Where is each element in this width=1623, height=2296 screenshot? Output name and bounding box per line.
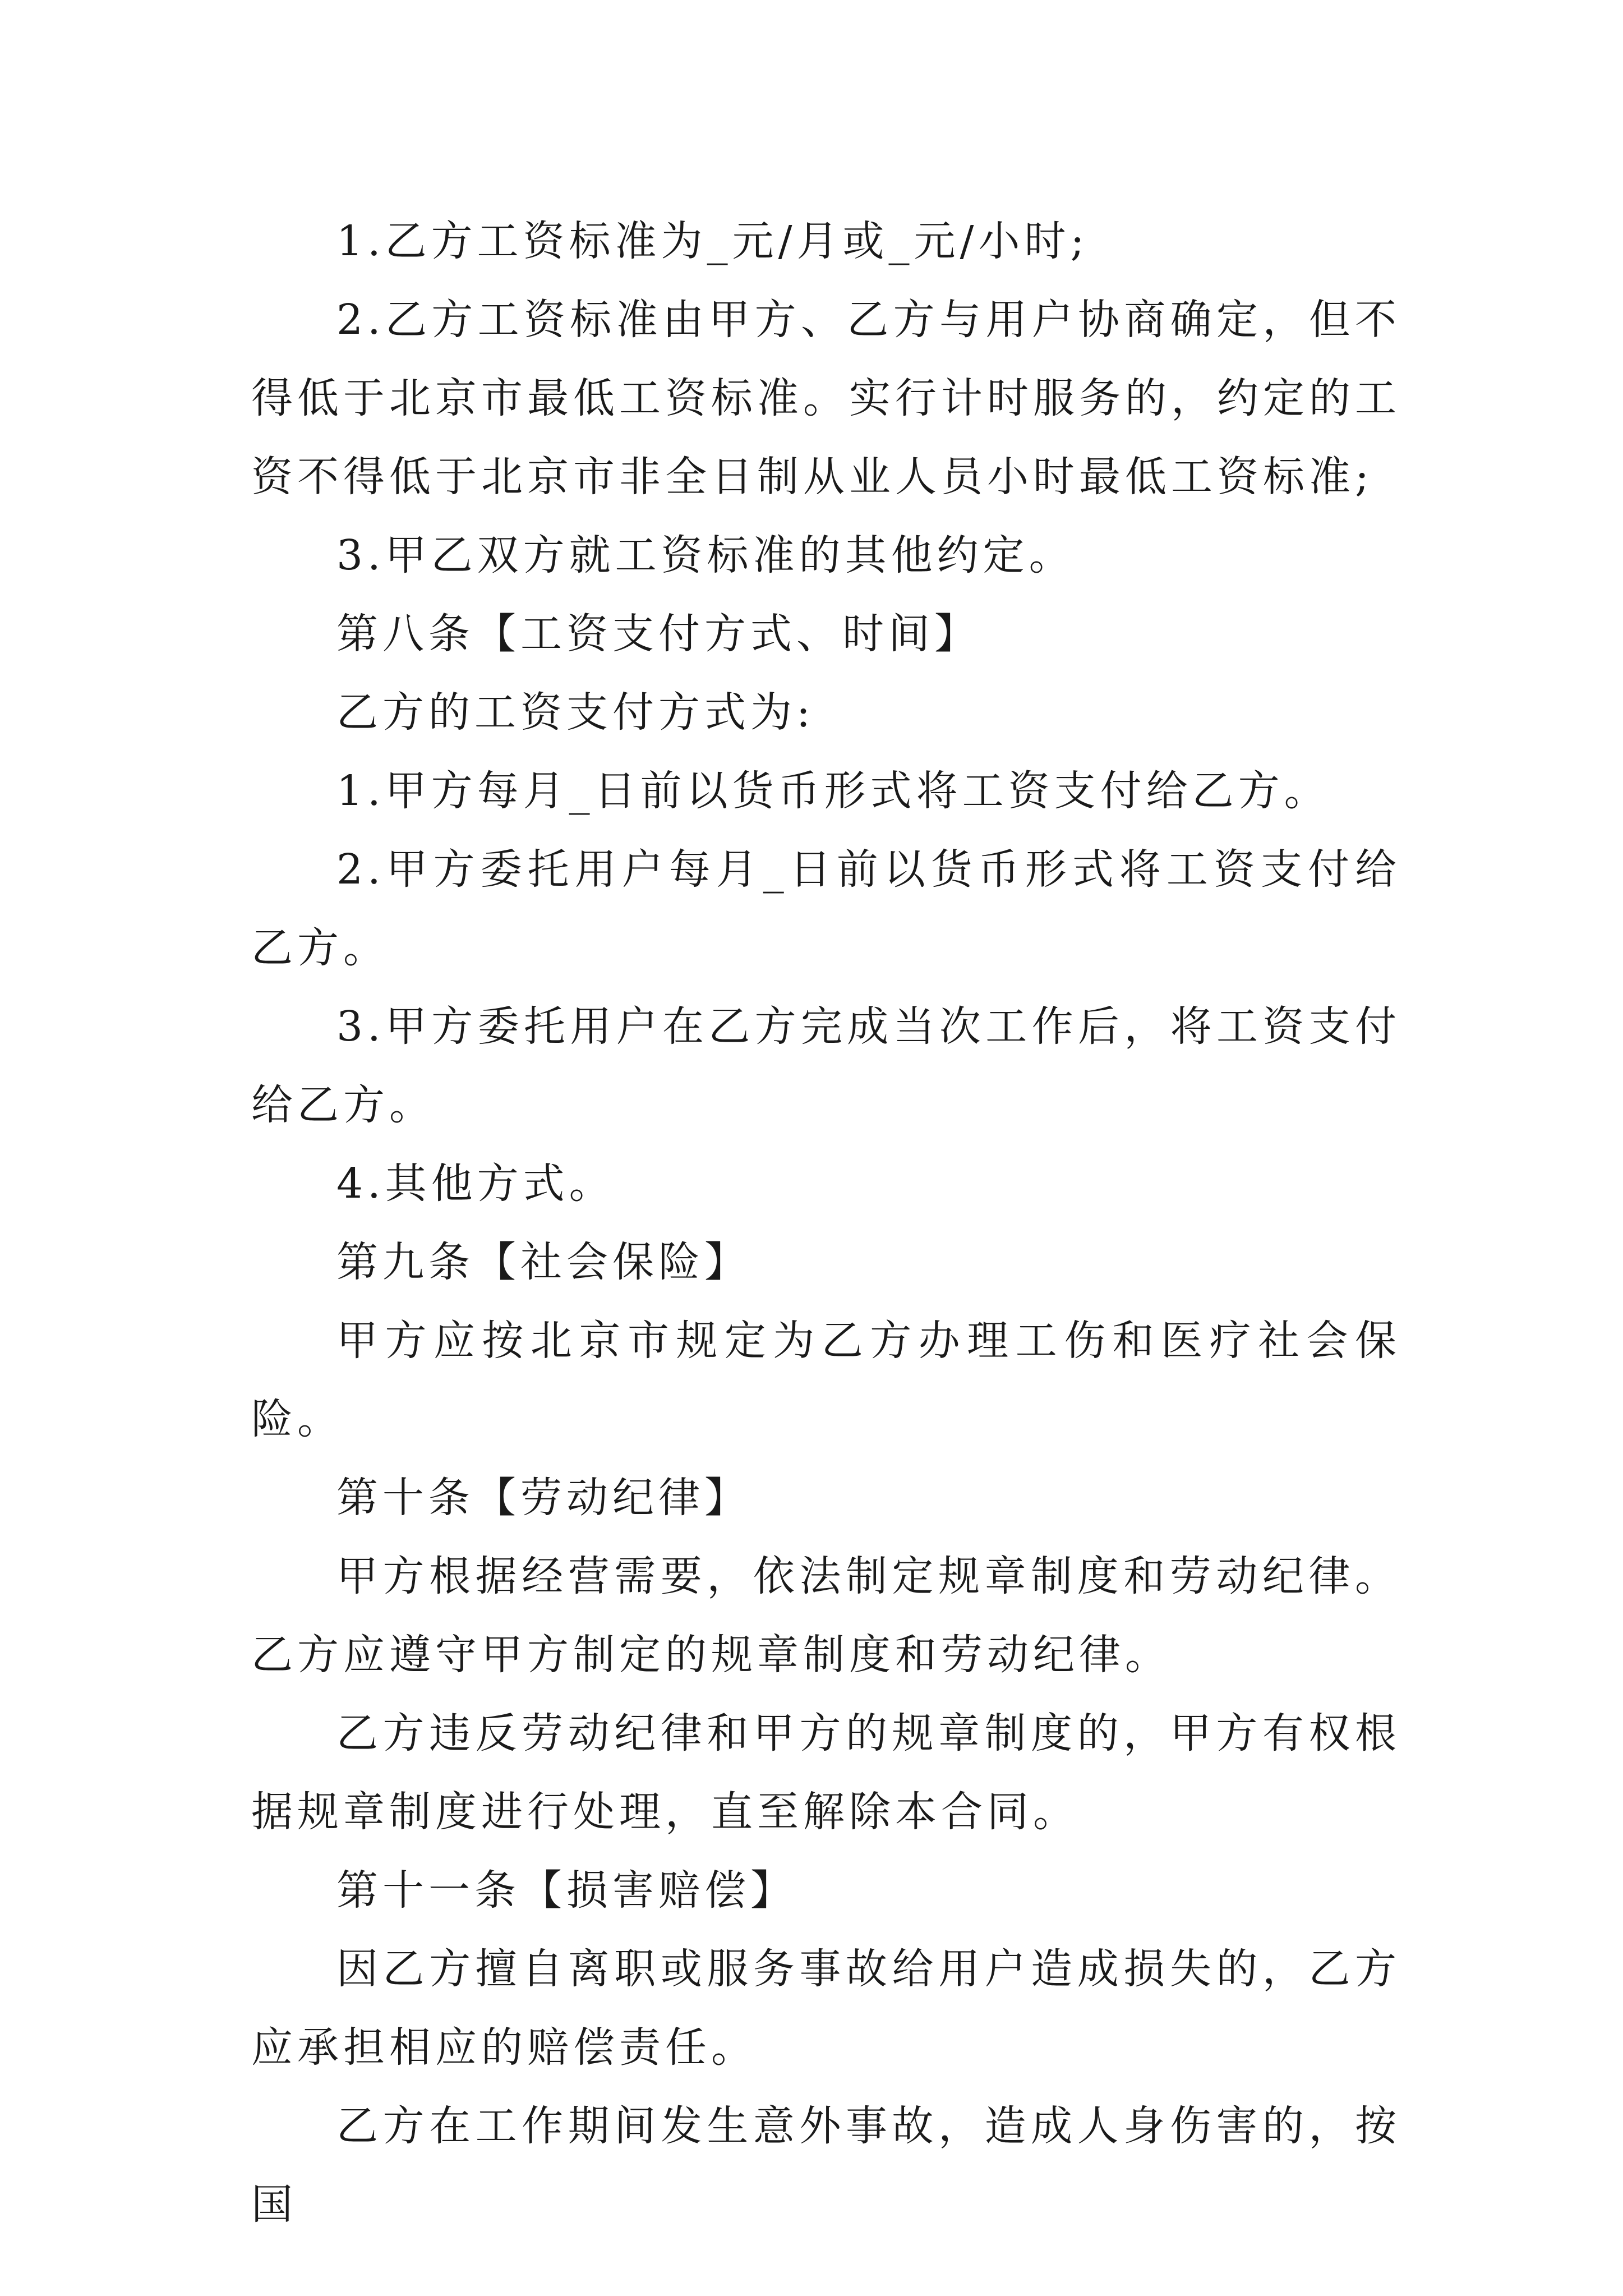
- article-8-intro: 乙方的工资支付方式为:: [336, 688, 815, 737]
- article-10-body-1: 甲方根据经营需要，依法制定规章制度和劳动纪律。乙方应遵守甲方制定的规章制度和劳动纪律。: [251, 1552, 1401, 1679]
- article-11-body-2: 乙方在工作期间发生意外事故，造成人身伤害的，按国: [251, 2102, 1401, 2229]
- wage-standard-item-3: 3.甲乙双方就工资标准的其他约定。: [336, 531, 1075, 579]
- article-11-heading: 第十一条【损害赔偿】: [336, 1866, 796, 1915]
- payment-item-2: 2.甲方委托用户每月_日前以货币形式将工资支付给乙方。: [251, 845, 1401, 972]
- article-11-body-1: 因乙方擅自离职或服务事故给用户造成损失的，乙方应承担相应的赔偿责任。: [251, 1945, 1401, 2072]
- wage-standard-item-2: 2.乙方工资标准由甲方、乙方与用户协商确定，但不得低于北京市最低工资标准。实行计时服务的，约定的工资不得低于北京市非全日制从业人员小时最低工资标准;: [251, 296, 1401, 501]
- article-10-body-2: 乙方违反劳动纪律和甲方的规章制度的，甲方有权根据规章制度进行处理，直至解除本合同。: [251, 1709, 1401, 1836]
- payment-item-1: 1.甲方每月_日前以货币形式将工资支付给乙方。: [336, 767, 1330, 815]
- document-body: [251, 202, 1401, 2244]
- payment-item-3: 3.甲方委托用户在乙方完成当次工作后，将工资支付给乙方。: [251, 1002, 1401, 1129]
- article-9-body: 甲方应按北京市规定为乙方办理工伤和医疗社会保险。: [251, 1317, 1401, 1443]
- article-10-heading: 第十条【劳动纪律】: [336, 1474, 750, 1522]
- payment-item-4: 4.其他方式。: [336, 1159, 615, 1208]
- article-9-heading: 第九条【社会保险】: [336, 1238, 750, 1286]
- article-8-heading: 第八条【工资支付方式、时间】: [336, 610, 980, 658]
- wage-standard-item-1: 1.乙方工资标准为_元/月或_元/小时;: [336, 217, 1089, 265]
